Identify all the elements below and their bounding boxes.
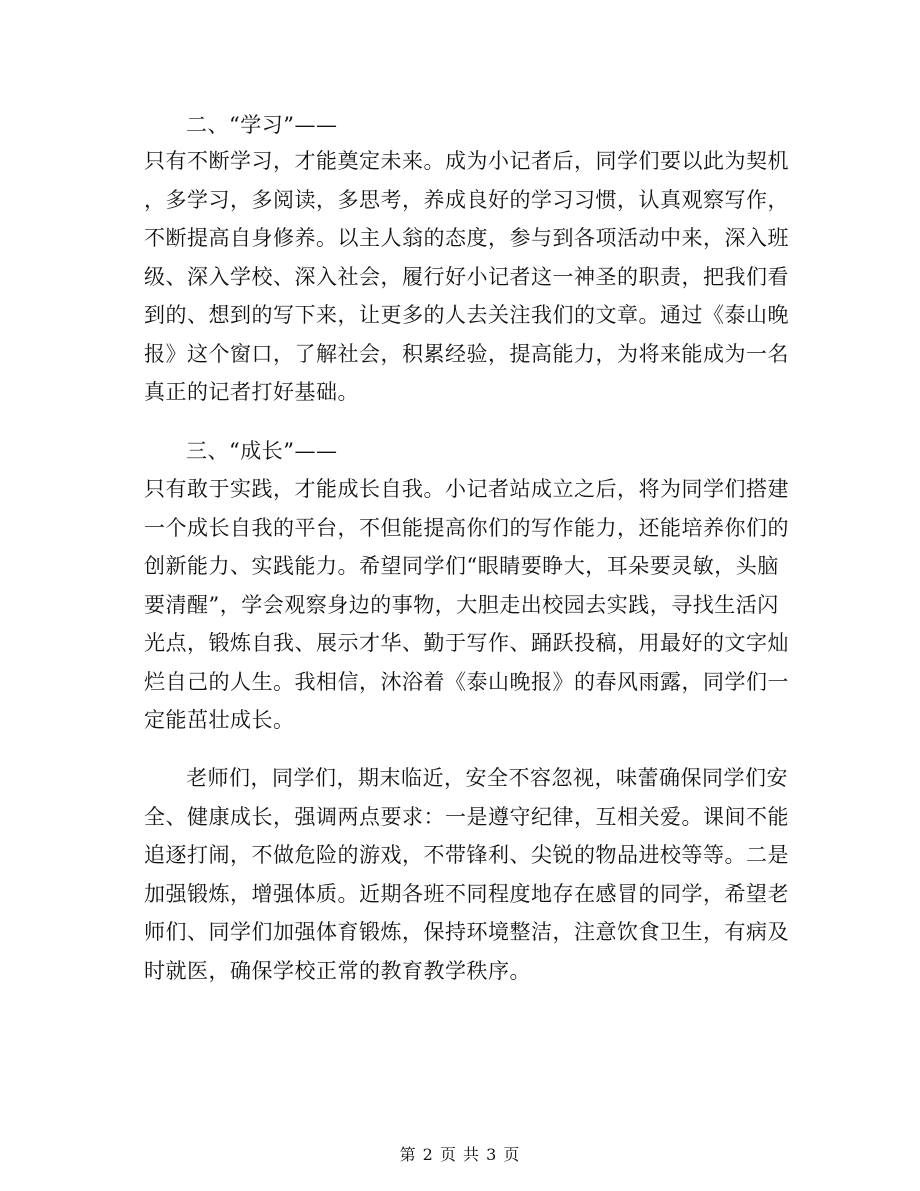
paragraph-line: 光点，锻炼自我、展示才华、勤于写作、踊跃投稿，用最好的文字灿 [144,631,789,655]
paragraph-line: 要清醒”，学会观察身边的事物，大胆走出校园去实践，寻找生活闪 [144,593,779,617]
paragraph-line: 报》这个窗口，了解社会，积累经验，提高能力，为将来能成为一名 [144,342,789,366]
page-number-footer: 第 2 页 共 3 页 [399,1145,521,1164]
paragraph-line: 级、深入学校、深入社会，履行好小记者这一神圣的职责，把我们看 [144,265,789,289]
paragraph-line: 到的、想到的写下来，让更多的人去关注我们的文章。通过《泰山晚 [144,303,789,327]
paragraph-line: 定能茁壮成长。 [144,708,295,732]
paragraph-line: 只有敢于实践，才能成长自我。小记者站成立之后，将为同学们搭建 [144,477,789,501]
paragraph-line: 不断提高自身修养。以主人翁的态度，参与到各项活动中来，深入班 [144,226,789,250]
paragraph-line: 加强锻炼，增强体质。近期各班不同程度地存在感冒的同学，希望老 [144,882,789,906]
paragraph-line: 烂自己的人生。我相信，沐浴着《泰山晚报》的春风雨露，同学们一 [144,670,789,694]
paragraph-line: 时就医，确保学校正常的教育教学秩序。 [144,959,531,983]
section-heading-study: 二、“学习”—— [186,113,338,137]
paragraph-line: 真正的记者打好基础。 [144,380,359,404]
paragraph-line: 创新能力、实践能力。希望同学们“眼睛要睁大，耳朵要灵敏，头脑 [144,554,779,578]
paragraph-line: ，多学习，多阅读，多思考，养成良好的学习习惯，认真观察写作， [144,188,789,212]
paragraph-line: 只有不断学习，才能奠定未来。成为小记者后，同学们要以此为契机 [144,149,789,173]
paragraph-line: 老师们，同学们，期末临近，安全不容忽视，味蕾确保同学们安 [186,766,788,790]
paragraph-line: 一个成长自我的平台，不但能提高你们的写作能力，还能培养你们的 [144,516,789,540]
paragraph-line: 师们、同学们加强体育锻炼，保持环境整洁，注意饮食卫生，有病及 [144,920,789,944]
section-heading-growth: 三、“成长”—— [186,439,338,463]
paragraph-line: 全、健康成长，强调两点要求：一是遵守纪律，互相关爱。课间不能 [144,805,789,829]
paragraph-line: 追逐打闹，不做危险的游戏，不带锋利、尖锐的物品进校等等。二是 [144,843,789,867]
